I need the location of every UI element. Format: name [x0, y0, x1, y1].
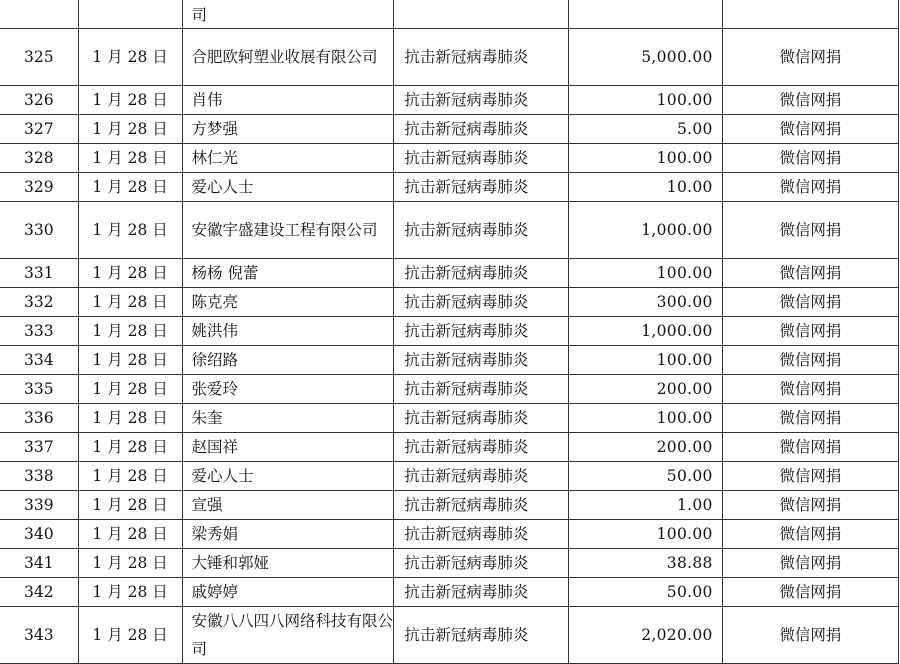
donor-name-cell: 赵国祥 — [182, 433, 394, 462]
purpose-cell — [394, 0, 569, 29]
table-row — [0, 317, 899, 346]
purpose-cell: 抗击新冠病毒肺炎 — [394, 202, 569, 259]
donation-method-cell: 微信网捐 — [722, 375, 898, 404]
row-number-cell: 325 — [0, 29, 78, 86]
purpose-cell: 抗击新冠病毒肺炎 — [394, 317, 569, 346]
amount-cell: 100.00 — [569, 346, 723, 375]
donor-name-cell: 安徽八八四八网络科技有限公司 — [182, 607, 394, 664]
row-number-cell: 329 — [0, 173, 78, 202]
donor-name-cell: 陈克亮 — [182, 288, 394, 317]
donation-method-cell: 微信网捐 — [722, 202, 898, 259]
purpose-cell: 抗击新冠病毒肺炎 — [394, 491, 569, 520]
table-row — [0, 0, 899, 29]
donation-method-cell: 微信网捐 — [722, 520, 898, 549]
table-row — [0, 433, 899, 462]
row-number-cell: 328 — [0, 144, 78, 173]
amount-cell: 1,000.00 — [569, 317, 723, 346]
purpose-cell: 抗击新冠病毒肺炎 — [394, 288, 569, 317]
donation-method-cell: 微信网捐 — [722, 549, 898, 578]
purpose-cell: 抗击新冠病毒肺炎 — [394, 462, 569, 491]
donor-name-cell: 方梦强 — [182, 115, 394, 144]
date-cell: 1 月 28 日 — [78, 346, 182, 375]
date-cell: 1 月 28 日 — [78, 520, 182, 549]
row-number-cell: 332 — [0, 288, 78, 317]
row-number-cell: 338 — [0, 462, 78, 491]
table-row — [0, 578, 899, 607]
purpose-cell: 抗击新冠病毒肺炎 — [394, 578, 569, 607]
amount-cell: 200.00 — [569, 433, 723, 462]
row-number-cell: 337 — [0, 433, 78, 462]
amount-cell: 38.88 — [569, 549, 723, 578]
donor-name-cell: 肖伟 — [182, 86, 394, 115]
date-cell: 1 月 28 日 — [78, 491, 182, 520]
purpose-cell: 抗击新冠病毒肺炎 — [394, 144, 569, 173]
donation-method-cell: 微信网捐 — [722, 433, 898, 462]
donor-name-cell: 爱心人士 — [182, 462, 394, 491]
row-number-cell — [0, 0, 78, 29]
row-number-cell: 336 — [0, 404, 78, 433]
donation-method-cell: 微信网捐 — [722, 115, 898, 144]
row-number-cell: 334 — [0, 346, 78, 375]
amount-cell: 50.00 — [569, 462, 723, 491]
date-cell: 1 月 28 日 — [78, 288, 182, 317]
date-cell: 1 月 28 日 — [78, 607, 182, 664]
donor-name-cell: 张爱玲 — [182, 375, 394, 404]
table-row — [0, 86, 899, 115]
purpose-cell: 抗击新冠病毒肺炎 — [394, 259, 569, 288]
donor-name-cell: 戚婷婷 — [182, 578, 394, 607]
donor-name-cell: 宣强 — [182, 491, 394, 520]
donor-name-cell: 合肥欧轲塑业收展有限公司 — [182, 29, 394, 86]
purpose-cell: 抗击新冠病毒肺炎 — [394, 404, 569, 433]
donation-method-cell: 微信网捐 — [722, 404, 898, 433]
row-number-cell: 326 — [0, 86, 78, 115]
row-number-cell: 333 — [0, 317, 78, 346]
row-number-cell: 341 — [0, 549, 78, 578]
amount-cell: 5.00 — [569, 115, 723, 144]
row-number-cell: 342 — [0, 578, 78, 607]
date-cell: 1 月 28 日 — [78, 433, 182, 462]
amount-cell: 300.00 — [569, 288, 723, 317]
purpose-cell: 抗击新冠病毒肺炎 — [394, 86, 569, 115]
amount-cell: 100.00 — [569, 144, 723, 173]
donor-name-cell: 林仁光 — [182, 144, 394, 173]
purpose-cell: 抗击新冠病毒肺炎 — [394, 433, 569, 462]
purpose-cell: 抗击新冠病毒肺炎 — [394, 115, 569, 144]
date-cell: 1 月 28 日 — [78, 115, 182, 144]
donor-name-cell: 安徽宇盛建设工程有限公司 — [182, 202, 394, 259]
row-number-cell: 340 — [0, 520, 78, 549]
amount-cell: 50.00 — [569, 578, 723, 607]
donation-method-cell: 微信网捐 — [722, 173, 898, 202]
table-row — [0, 202, 899, 259]
amount-cell — [569, 0, 723, 29]
date-cell: 1 月 28 日 — [78, 549, 182, 578]
date-cell: 1 月 28 日 — [78, 259, 182, 288]
donor-name-cell: 梁秀娟 — [182, 520, 394, 549]
date-cell: 1 月 28 日 — [78, 375, 182, 404]
donor-name-cell: 爱心人士 — [182, 173, 394, 202]
date-cell: 1 月 28 日 — [78, 173, 182, 202]
table-row — [0, 29, 899, 86]
amount-cell: 1,000.00 — [569, 202, 723, 259]
table-row — [0, 607, 899, 664]
date-cell: 1 月 28 日 — [78, 29, 182, 86]
table-row — [0, 375, 899, 404]
amount-cell: 2,020.00 — [569, 607, 723, 664]
date-cell — [78, 0, 182, 29]
purpose-cell: 抗击新冠病毒肺炎 — [394, 375, 569, 404]
amount-cell: 5,000.00 — [569, 29, 723, 86]
table-row — [0, 520, 899, 549]
purpose-cell: 抗击新冠病毒肺炎 — [394, 607, 569, 664]
donor-name-cell: 徐绍路 — [182, 346, 394, 375]
purpose-cell: 抗击新冠病毒肺炎 — [394, 173, 569, 202]
donation-method-cell: 微信网捐 — [722, 86, 898, 115]
date-cell: 1 月 28 日 — [78, 462, 182, 491]
amount-cell: 100.00 — [569, 259, 723, 288]
donation-method-cell: 微信网捐 — [722, 346, 898, 375]
date-cell: 1 月 28 日 — [78, 144, 182, 173]
purpose-cell: 抗击新冠病毒肺炎 — [394, 520, 569, 549]
date-cell: 1 月 28 日 — [78, 202, 182, 259]
donor-name-cell: 杨杨 倪蕾 — [182, 259, 394, 288]
amount-cell: 100.00 — [569, 404, 723, 433]
donor-name-cell: 朱奎 — [182, 404, 394, 433]
amount-cell: 1.00 — [569, 491, 723, 520]
table-row — [0, 173, 899, 202]
row-number-cell: 335 — [0, 375, 78, 404]
donation-method-cell: 微信网捐 — [722, 578, 898, 607]
donor-name-cell: 司 — [182, 0, 394, 29]
amount-cell: 10.00 — [569, 173, 723, 202]
donation-method-cell: 微信网捐 — [722, 259, 898, 288]
table-row — [0, 144, 899, 173]
table-row — [0, 288, 899, 317]
donation-method-cell: 微信网捐 — [722, 607, 898, 664]
donation-method-cell: 微信网捐 — [722, 317, 898, 346]
donation-method-cell: 微信网捐 — [722, 29, 898, 86]
table-row — [0, 491, 899, 520]
table-row — [0, 346, 899, 375]
donation-method-cell: 微信网捐 — [722, 462, 898, 491]
purpose-cell: 抗击新冠病毒肺炎 — [394, 29, 569, 86]
donation-method-cell: 微信网捐 — [722, 144, 898, 173]
table-row — [0, 462, 899, 491]
table-row — [0, 259, 899, 288]
date-cell: 1 月 28 日 — [78, 317, 182, 346]
donation-method-cell — [722, 0, 898, 29]
row-number-cell: 343 — [0, 607, 78, 664]
table-row — [0, 404, 899, 433]
table-row — [0, 549, 899, 578]
donation-method-cell: 微信网捐 — [722, 491, 898, 520]
amount-cell: 100.00 — [569, 520, 723, 549]
date-cell: 1 月 28 日 — [78, 404, 182, 433]
row-number-cell: 330 — [0, 202, 78, 259]
amount-cell: 100.00 — [569, 86, 723, 115]
date-cell: 1 月 28 日 — [78, 578, 182, 607]
purpose-cell: 抗击新冠病毒肺炎 — [394, 346, 569, 375]
table-row — [0, 115, 899, 144]
purpose-cell: 抗击新冠病毒肺炎 — [394, 549, 569, 578]
donor-name-cell: 大锤和郭娅 — [182, 549, 394, 578]
date-cell: 1 月 28 日 — [78, 86, 182, 115]
row-number-cell: 327 — [0, 115, 78, 144]
donation-method-cell: 微信网捐 — [722, 288, 898, 317]
row-number-cell: 331 — [0, 259, 78, 288]
row-number-cell: 339 — [0, 491, 78, 520]
donor-name-cell: 姚洪伟 — [182, 317, 394, 346]
amount-cell: 200.00 — [569, 375, 723, 404]
